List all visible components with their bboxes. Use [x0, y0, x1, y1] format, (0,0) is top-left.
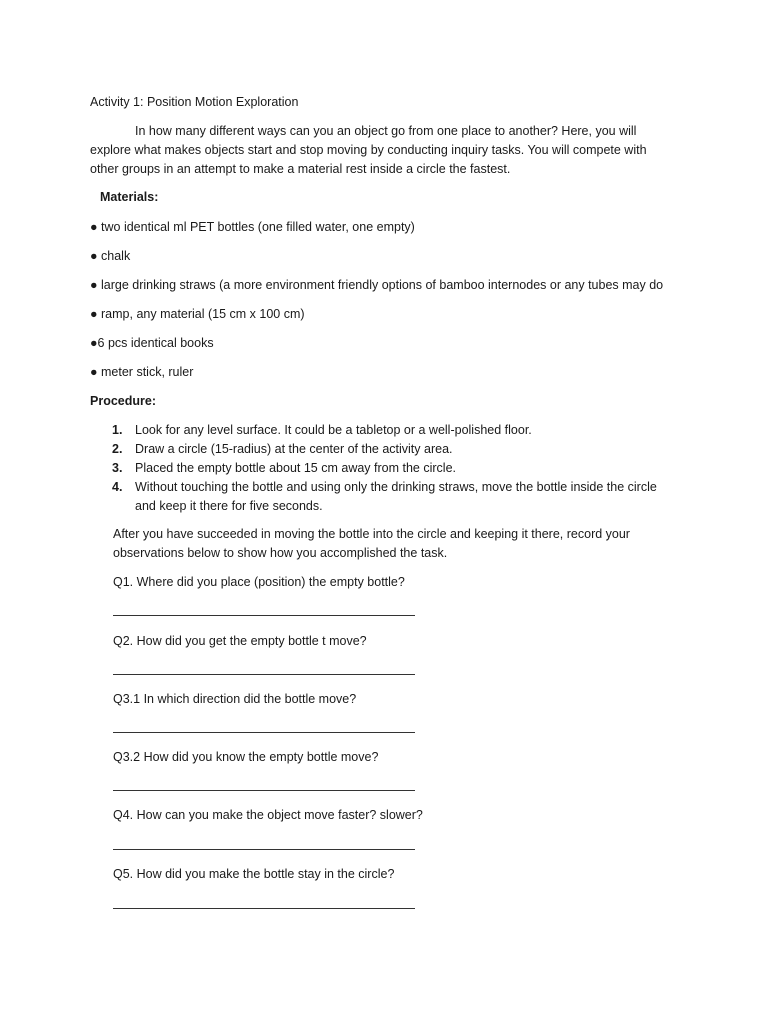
step-number: 3.: [112, 461, 123, 475]
intro-line: other groups in an attempt to make a material rest inside a circle the fastest.: [90, 162, 511, 176]
intro-line: In how many different ways can you an object go from one place to another? Here, you will: [135, 124, 637, 138]
question-q4: Q4. How can you make the object move faster? slower?: [113, 808, 423, 822]
after-procedure-paragraph: [113, 525, 630, 563]
step-text: Look for any level surface. It could be a tabletop or a well-polished floor.: [135, 423, 532, 437]
material-item: ● ramp, any material (15 cm x 100 cm): [90, 307, 305, 321]
material-item: ● two identical ml PET bottles (one filled water, one empty): [90, 220, 415, 234]
procedure-step: [112, 421, 692, 440]
step-number: 1.: [112, 423, 123, 437]
procedure-step: [112, 440, 692, 459]
activity-title: Activity 1: Position Motion Exploration: [90, 95, 299, 109]
answer-line-q1[interactable]: [113, 615, 415, 616]
procedure-step: [112, 459, 692, 478]
procedure-heading: Procedure:: [90, 394, 156, 408]
after-line: After you have succeeded in moving the bottle into the circle and keeping it there, record your: [113, 527, 630, 541]
step-text: Without touching the bottle and using only the drinking straws, move the bottle inside the circle: [135, 480, 657, 494]
step-text: and keep it there for five seconds.: [135, 499, 323, 513]
step-text: Placed the empty bottle about 15 cm away from the circle.: [135, 461, 456, 475]
question-q5: Q5. How did you make the bottle stay in the circle?: [113, 867, 395, 881]
material-item: ● chalk: [90, 249, 131, 263]
step-text: Draw a circle (15-radius) at the center of the activity area.: [135, 442, 453, 456]
answer-line-q2[interactable]: [113, 674, 415, 675]
material-item: ●6 pcs identical books: [90, 336, 214, 350]
material-item: ● meter stick, ruler: [90, 365, 194, 379]
intro-line: explore what makes objects start and stop moving by conducting inquiry tasks. You will compete with: [90, 143, 647, 157]
procedure-step: [112, 478, 692, 516]
answer-line-q3-1[interactable]: [113, 732, 415, 733]
question-q1: Q1. Where did you place (position) the empty bottle?: [113, 575, 405, 589]
procedure-list: [112, 421, 692, 516]
answer-line-q5[interactable]: [113, 908, 415, 909]
after-line: observations below to show how you accomplished the task.: [113, 546, 448, 560]
step-number: 2.: [112, 442, 123, 456]
question-q3-2: Q3.2 How did you know the empty bottle move?: [113, 750, 379, 764]
material-item: ● large drinking straws (a more environment friendly options of bamboo internodes or any tubes may do: [90, 278, 664, 292]
question-q2: Q2. How did you get the empty bottle t move?: [113, 634, 367, 648]
question-q3-1: Q3.1 In which direction did the bottle move?: [113, 692, 357, 706]
answer-line-q3-2[interactable]: [113, 790, 415, 791]
intro-paragraph: [90, 122, 690, 179]
answer-line-q4[interactable]: [113, 849, 415, 850]
materials-heading: Materials:: [100, 190, 159, 204]
step-number: 4.: [112, 480, 123, 494]
